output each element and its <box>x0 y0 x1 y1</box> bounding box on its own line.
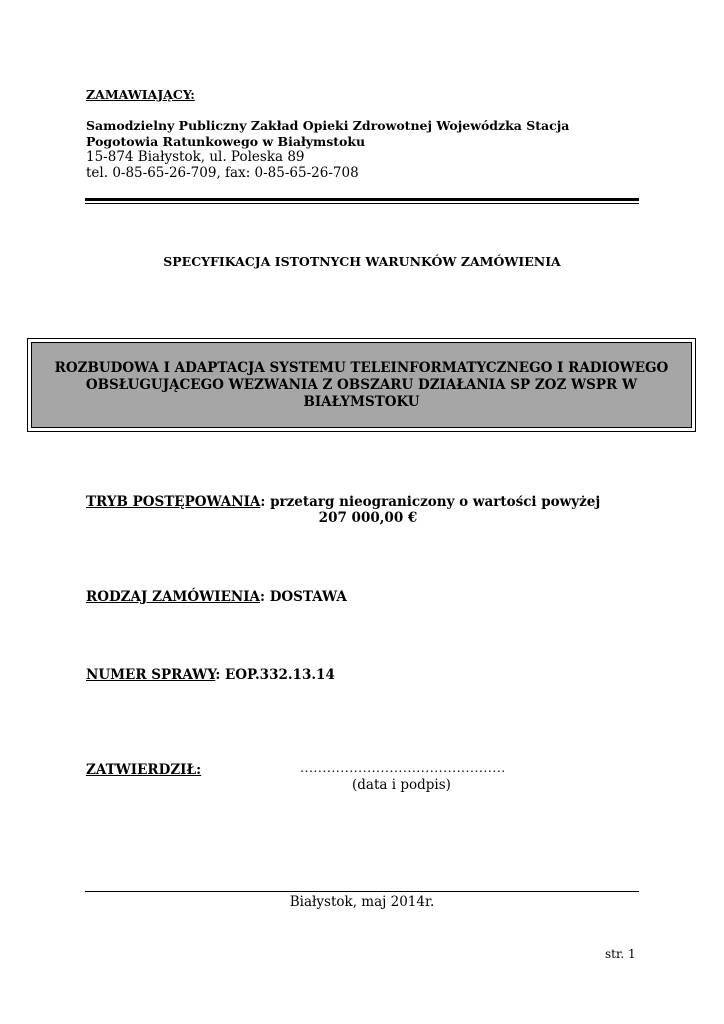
subject-box-fill <box>31 342 692 428</box>
subject-title: ROZBUDOWA I ADAPTACJA SYSTEMU TELEINFORMATYCZNEGO I RADIOWEGO OBSŁUGUJĄCEGO WEZWANIA Z OBSZARU DZIAŁANIA SP ZOZ WSPR W BIAŁYMSTOKU <box>54 359 669 410</box>
orderer-address: 15-874 Białystok, ul. Poleska 89 <box>86 149 305 165</box>
orderer-name-line2: Pogotowia Ratunkowego w Białymstoku <box>86 134 366 149</box>
page-number: str. 1 <box>605 947 636 961</box>
order-type-label: RODZAJ ZAMÓWIENIA <box>86 589 261 605</box>
document-type-title: SPECYFIKACJA ISTOTNYCH WARUNKÓW ZAMÓWIENIA <box>163 254 561 269</box>
footer-divider <box>85 891 639 892</box>
subject-box <box>27 338 696 432</box>
procedure-mode <box>86 494 600 511</box>
place-and-date: Białystok, maj 2014r. <box>289 894 435 910</box>
header-divider <box>85 198 639 204</box>
procedure-mode-label: TRYB POSTĘPOWANIA <box>86 494 261 510</box>
order-type-value: : DOSTAWA <box>260 589 347 605</box>
signature-line: .............................................. <box>300 760 506 775</box>
procedure-mode-value: : przetarg nieograniczony o wartości powyżej <box>260 494 601 510</box>
procedure-mode-amount: 207 000,00 € <box>318 510 418 526</box>
order-type <box>86 589 347 606</box>
orderer-phone: tel. 0-85-65-26-709, fax: 0-85-65-26-708 <box>86 165 359 181</box>
case-number-value: : EOP.332.13.14 <box>215 667 335 683</box>
orderer-name-line1: Samodzielny Publiczny Zakład Opieki Zdrowotnej Wojewódzka Stacja <box>86 118 570 133</box>
case-number-label: NUMER SPRAWY <box>86 667 216 683</box>
approved-by-label: ZATWIERDZIŁ: <box>86 762 202 778</box>
case-number <box>86 667 335 684</box>
signature-hint: (data i podpis) <box>352 777 451 793</box>
orderer-heading: ZAMAWIAJĄCY: <box>86 87 195 102</box>
